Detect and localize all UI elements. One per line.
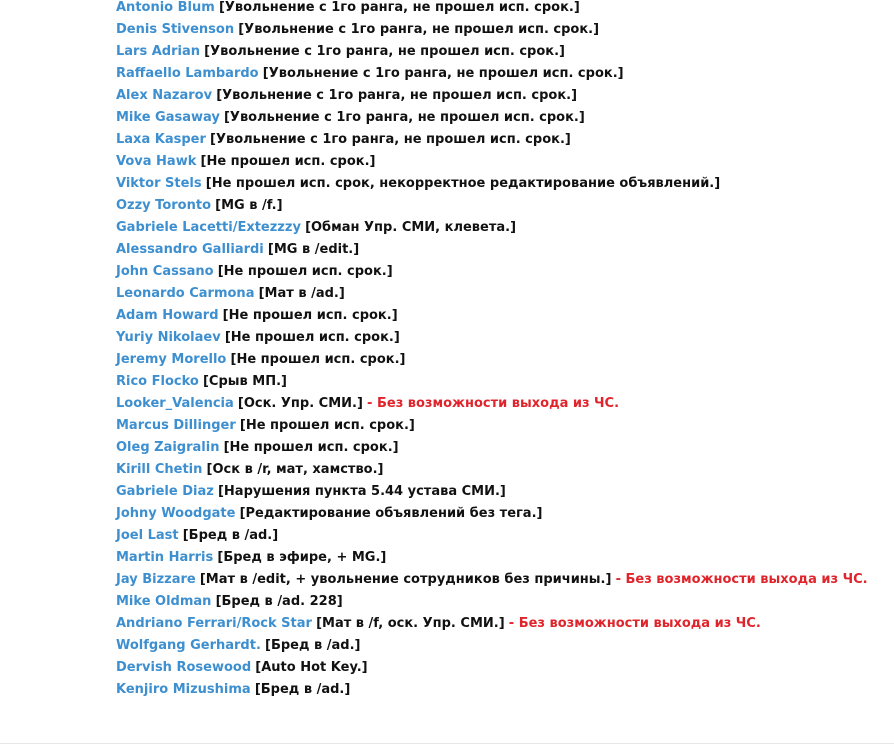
list-item [116,591,886,613]
list-item [116,481,886,503]
player-name-link[interactable]: Gabriele Diaz [116,484,214,499]
player-name-link[interactable]: Martin Harris [116,550,214,565]
permanent-ban-note: - Без возможности выхода из ЧС. [367,396,620,411]
blacklist-list [116,0,886,701]
list-item [116,107,886,129]
ban-reason: [Увольнение с 1го ранга, не прошел исп. срок.] [262,66,624,81]
ban-reason: [Увольнение с 1го ранга, не прошел исп. срок.] [204,44,565,59]
permanent-ban-note: - Без возможности выхода из ЧС. [615,572,868,587]
list-item [116,569,886,591]
list-item [116,85,886,107]
list-item [116,305,886,327]
list-item [116,239,886,261]
ban-reason: [Обман Упр. СМИ, клевета.] [305,220,517,235]
list-item [116,151,886,173]
ban-reason: [Мат в /ad.] [258,286,345,301]
player-name-link[interactable]: Mike Oldman [116,594,212,609]
ban-reason: [Увольнение с 1го ранга, не прошел исп. срок.] [238,22,600,37]
player-name-link[interactable]: Kenjiro Mizushima [116,682,251,697]
list-item [116,0,886,19]
list-item [116,679,886,701]
list-item [116,261,886,283]
ban-reason: [MG в /f.] [215,198,283,213]
list-item [116,349,886,371]
player-name-link[interactable]: Wolfgang Gerhardt. [116,638,261,653]
ban-reason: [MG в /edit.] [267,242,360,257]
ban-reason: [Срыв МП.] [202,374,287,389]
player-name-link[interactable]: Leonardo Carmona [116,286,255,301]
list-item [116,19,886,41]
list-item [116,393,886,415]
player-name-link[interactable]: Adam Howard [116,308,219,323]
list-item [116,327,886,349]
ban-reason: [Auto Hot Key.] [255,660,368,675]
ban-reason: [Редактирование объявлений без тега.] [239,506,543,521]
player-name-link[interactable]: Raffaello Lambardo [116,66,259,81]
list-item [116,525,886,547]
list-item [116,613,886,635]
list-item [116,635,886,657]
player-name-link[interactable]: Rico Flocko [116,374,199,389]
ban-reason: [Не прошел исп. срок.] [222,308,398,323]
list-item [116,437,886,459]
list-item [116,503,886,525]
player-name-link[interactable]: Kirill Chetin [116,462,203,477]
list-item [116,657,886,679]
ban-reason: [Бред в /ad.] [265,638,361,653]
ban-reason: [Увольнение с 1го ранга, не прошел исп. срок.] [216,88,578,103]
ban-reason: [Увольнение с 1го ранга, не прошел исп. срок.] [210,132,571,147]
ban-reason: [Не прошел исп. срок.] [224,330,400,345]
list-item [116,63,886,85]
player-name-link[interactable]: Marcus Dillinger [116,418,236,433]
player-name-link[interactable]: Yuriy Nikolaev [116,330,221,345]
list-item [116,547,886,569]
ban-reason: [Бред в /ad.] [182,528,279,543]
ban-reason: [Увольнение с 1го ранга, не прошел исп. срок.] [223,110,585,125]
ban-reason: [Не прошел исп. срок.] [230,352,406,367]
ban-reason: [Бред в /ad. 228] [215,594,343,609]
player-name-link[interactable]: Johny Woodgate [116,506,236,521]
player-name-link[interactable]: Antonio Blum [116,0,215,15]
list-item [116,217,886,239]
player-name-link[interactable]: Laxa Kasper [116,132,206,147]
ban-reason: [Мат в /f, оск. Упр. СМИ.] [316,616,505,631]
player-name-link[interactable]: Denis Stivenson [116,22,235,37]
ban-reason: [Не прошел исп. срок.] [223,440,399,455]
player-name-link[interactable]: Andriano Ferrari/Rock Star [116,616,312,631]
ban-reason: [Не прошел исп. срок.] [239,418,415,433]
ban-reason: [Не прошел исп. срок.] [200,154,376,169]
list-item [116,459,886,481]
list-item [116,371,886,393]
ban-reason: [Нарушения пункта 5.44 устава СМИ.] [217,484,506,499]
player-name-link[interactable]: Viktor Stels [116,176,202,191]
ban-reason: [Бред в эфире, + MG.] [217,550,387,565]
player-name-link[interactable]: Lars Adrian [116,44,200,59]
ban-reason: [Мат в /edit, + увольнение сотрудников без причины.] [199,572,612,587]
ban-reason: [Бред в /ad.] [254,682,351,697]
player-name-link[interactable]: Jeremy Morello [116,352,227,367]
player-name-link[interactable]: Vova Hawk [116,154,197,169]
player-name-link[interactable]: Jay Bizzare [116,572,196,587]
list-item [116,283,886,305]
player-name-link[interactable]: Gabriele Lacetti/Extezzzy [116,220,301,235]
player-name-link[interactable]: John Cassano [116,264,214,279]
player-name-link[interactable]: Oleg Zaigralin [116,440,220,455]
list-item [116,173,886,195]
player-name-link[interactable]: Alex Nazarov [116,88,213,103]
permanent-ban-note: - Без возможности выхода из ЧС. [508,616,761,631]
player-name-link[interactable]: Mike Gasaway [116,110,220,125]
player-name-link[interactable]: Alessandro Galliardi [116,242,264,257]
ban-reason: [Увольнение с 1го ранга, не прошел исп. срок.] [218,0,580,15]
player-name-link[interactable]: Joel Last [116,528,179,543]
list-item [116,195,886,217]
list-item [116,41,886,63]
list-item [116,129,886,151]
ban-reason: [Оск в /r, мат, хамство.] [206,462,384,477]
player-name-link[interactable]: Ozzy Toronto [116,198,211,213]
ban-reason: [Не прошел исп. срок, некорректное редактирование объявлений.] [205,176,721,191]
list-item [116,415,886,437]
player-name-link[interactable]: Looker_Valencia [116,396,234,411]
player-name-link[interactable]: Dervish Rosewood [116,660,252,675]
blacklist-content [116,0,886,701]
ban-reason: [Не прошел исп. срок.] [217,264,393,279]
ban-reason: [Оск. Упр. СМИ.] [237,396,363,411]
